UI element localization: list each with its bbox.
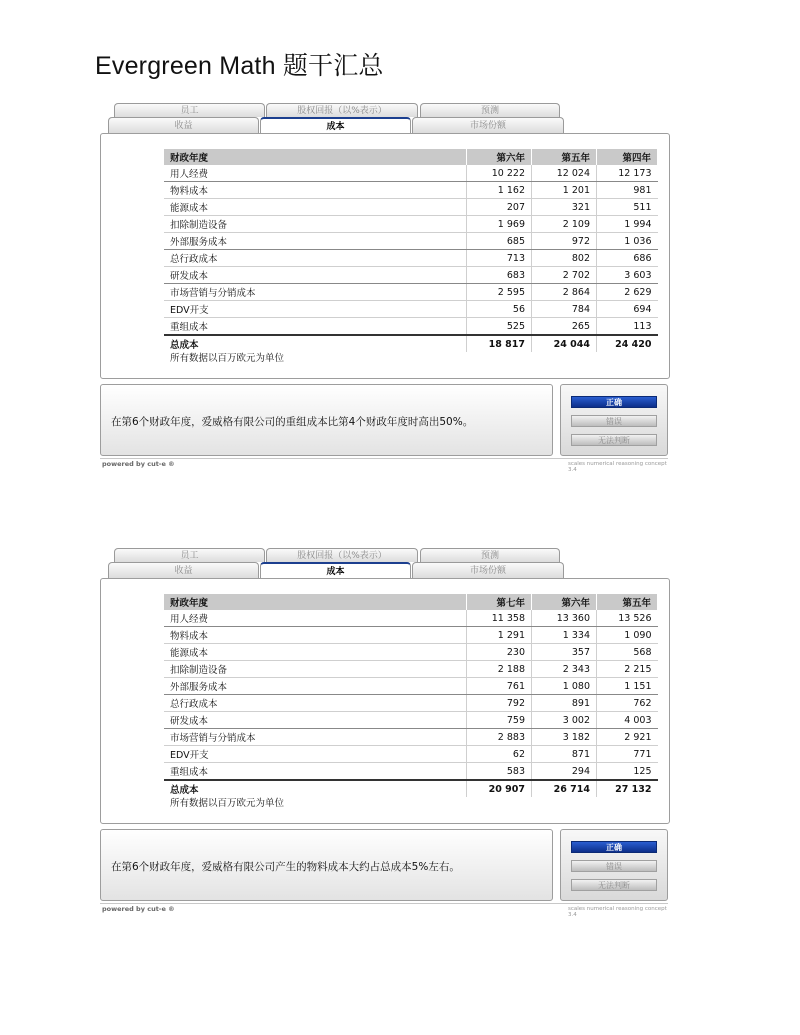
- table-row: [164, 199, 658, 216]
- table-row: [164, 267, 658, 284]
- tab-row1-1[interactable]: 员工: [114, 548, 265, 562]
- table-cell: 357: [532, 644, 597, 661]
- table-cell: 2 883: [467, 729, 532, 746]
- table-cell: 511: [597, 199, 658, 216]
- row-label: 外部服务成本: [164, 678, 467, 695]
- tab-row2-3[interactable]: 市场份额: [412, 117, 564, 133]
- false-button[interactable]: 错误: [571, 415, 657, 427]
- table-cell: 56: [467, 301, 532, 318]
- table-cell: 583: [467, 763, 532, 781]
- tab-bar: [100, 548, 670, 578]
- tab-row2-2[interactable]: 成本: [260, 117, 411, 133]
- table-row: [164, 216, 658, 233]
- table-cell: 1 334: [532, 627, 597, 644]
- total-cell: 20 907: [467, 780, 532, 797]
- column-header: 第五年: [532, 149, 597, 165]
- table-row: [164, 318, 658, 336]
- tab-bar: [100, 103, 670, 133]
- row-label: 扣除制造设备: [164, 216, 467, 233]
- tab-row1-1[interactable]: 员工: [114, 103, 265, 117]
- table-cell: 12 173: [597, 165, 658, 182]
- total-cell: 24 420: [597, 335, 658, 352]
- table-row: [164, 644, 658, 661]
- table-cell: 683: [467, 267, 532, 284]
- table-cell: 4 003: [597, 712, 658, 729]
- column-header: 第六年: [467, 149, 532, 165]
- table-row: [164, 763, 658, 781]
- column-header: 第四年: [597, 149, 658, 165]
- table-cell: 125: [597, 763, 658, 781]
- answer-box: [560, 829, 668, 901]
- table-cell: 802: [532, 250, 597, 267]
- table-row: [164, 695, 658, 712]
- unit-note: 所有数据以百万欧元为单位: [170, 798, 285, 809]
- table-cell: 13 360: [532, 610, 597, 627]
- table-cell: 1 201: [532, 182, 597, 199]
- row-label: EDV开支: [164, 301, 467, 318]
- table-cell: 3 603: [597, 267, 658, 284]
- row-label: 重组成本: [164, 318, 467, 336]
- page-title: Evergreen Math 题干汇总: [95, 52, 384, 80]
- table-row: [164, 284, 658, 301]
- powered-by-label: powered by cut-e ®: [102, 460, 175, 468]
- tab-row1-2[interactable]: 股权回报（以%表示）: [266, 103, 418, 117]
- table-cell: 12 024: [532, 165, 597, 182]
- table-cell: 2 188: [467, 661, 532, 678]
- table-cell: 981: [597, 182, 658, 199]
- table-row: [164, 301, 658, 318]
- table-cell: 2 629: [597, 284, 658, 301]
- tab-row2-1[interactable]: 收益: [108, 117, 259, 133]
- table-row: [164, 746, 658, 763]
- table-cell: 525: [467, 318, 532, 336]
- question-text: 在第6个财政年度，爱威格有限公司产生的物料成本大约占总成本5%左右。: [111, 861, 460, 873]
- table-row: [164, 182, 658, 199]
- column-header: 财政年度: [164, 594, 467, 610]
- table-cell: 1 994: [597, 216, 658, 233]
- question-block-1: [100, 103, 670, 473]
- table-cell: 2 921: [597, 729, 658, 746]
- table-cell: 230: [467, 644, 532, 661]
- table-cell: 1 969: [467, 216, 532, 233]
- data-panel: [100, 578, 670, 824]
- row-label: 总行政成本: [164, 695, 467, 712]
- table-row: [164, 250, 658, 267]
- powered-by-label: powered by cut-e ®: [102, 905, 175, 913]
- version-label: scales numerical reasoning concept 3.4: [568, 906, 667, 918]
- row-label: 研发成本: [164, 712, 467, 729]
- tab-row1-3[interactable]: 预测: [420, 103, 560, 117]
- row-label: 市场营销与分销成本: [164, 729, 467, 746]
- column-header: 财政年度: [164, 149, 467, 165]
- table-cell: 1 151: [597, 678, 658, 695]
- row-label: 研发成本: [164, 267, 467, 284]
- data-panel: [100, 133, 670, 379]
- table-cell: 113: [597, 318, 658, 336]
- table-cell: 2 215: [597, 661, 658, 678]
- table-cell: 771: [597, 746, 658, 763]
- row-label: 能源成本: [164, 644, 467, 661]
- row-label: 用人经费: [164, 610, 467, 627]
- total-cell: 27 132: [597, 780, 658, 797]
- question-text: 在第6个财政年度，爱威格有限公司的重组成本比第4个财政年度时高出50%。: [111, 416, 474, 428]
- table-cell: 13 526: [597, 610, 658, 627]
- total-label: 总成本: [164, 335, 467, 352]
- table-cell: 62: [467, 746, 532, 763]
- cannot-say-button[interactable]: 无法判断: [571, 879, 657, 891]
- row-label: 物料成本: [164, 182, 467, 199]
- tab-row2-2[interactable]: 成本: [260, 562, 411, 578]
- row-label: 扣除制造设备: [164, 661, 467, 678]
- question-box: [100, 384, 553, 456]
- table-cell: 321: [532, 199, 597, 216]
- unit-note: 所有数据以百万欧元为单位: [170, 353, 285, 364]
- question-block-2: [100, 548, 670, 918]
- table-cell: 265: [532, 318, 597, 336]
- tab-row2-1[interactable]: 收益: [108, 562, 259, 578]
- table-header-row: [164, 149, 658, 165]
- row-label: 用人经费: [164, 165, 467, 182]
- total-cell: 18 817: [467, 335, 532, 352]
- table-cell: 761: [467, 678, 532, 695]
- row-label: 市场营销与分销成本: [164, 284, 467, 301]
- table-cell: 694: [597, 301, 658, 318]
- financial-table: [164, 594, 658, 797]
- tab-row1-3[interactable]: 预测: [420, 548, 560, 562]
- table-cell: 11 358: [467, 610, 532, 627]
- table-cell: 2 864: [532, 284, 597, 301]
- table-cell: 1 291: [467, 627, 532, 644]
- financial-table: [164, 149, 658, 352]
- cannot-say-button[interactable]: 无法判断: [571, 434, 657, 446]
- row-label: 外部服务成本: [164, 233, 467, 250]
- version-label: scales numerical reasoning concept 3.4: [568, 461, 667, 473]
- table-row: [164, 712, 658, 729]
- footer-divider: [100, 903, 668, 904]
- table-row: [164, 610, 658, 627]
- table-cell: 568: [597, 644, 658, 661]
- row-label: EDV开支: [164, 746, 467, 763]
- table-cell: 2 702: [532, 267, 597, 284]
- total-label: 总成本: [164, 780, 467, 797]
- table-cell: 686: [597, 250, 658, 267]
- table-cell: 759: [467, 712, 532, 729]
- table-cell: 762: [597, 695, 658, 712]
- table-cell: 294: [532, 763, 597, 781]
- table-cell: 2 343: [532, 661, 597, 678]
- row-label: 物料成本: [164, 627, 467, 644]
- table-cell: 784: [532, 301, 597, 318]
- row-label: 重组成本: [164, 763, 467, 781]
- column-header: 第六年: [532, 594, 597, 610]
- table-header-row: [164, 594, 658, 610]
- table-cell: 713: [467, 250, 532, 267]
- table-cell: 1 162: [467, 182, 532, 199]
- table-row: [164, 627, 658, 644]
- table-cell: 972: [532, 233, 597, 250]
- table-cell: 685: [467, 233, 532, 250]
- table-cell: 207: [467, 199, 532, 216]
- table-cell: 792: [467, 695, 532, 712]
- table-row: [164, 661, 658, 678]
- true-button[interactable]: 正确: [571, 396, 657, 408]
- row-label: 总行政成本: [164, 250, 467, 267]
- true-button[interactable]: 正确: [571, 841, 657, 853]
- table-cell: 891: [532, 695, 597, 712]
- table-cell: 10 222: [467, 165, 532, 182]
- footer-divider: [100, 458, 668, 459]
- table-cell: 2 109: [532, 216, 597, 233]
- table-cell: 3 182: [532, 729, 597, 746]
- table-cell: 3 002: [532, 712, 597, 729]
- false-button[interactable]: 错误: [571, 860, 657, 872]
- total-cell: 24 044: [532, 335, 597, 352]
- total-cell: 26 714: [532, 780, 597, 797]
- table-cell: 1 036: [597, 233, 658, 250]
- table-cell: 2 595: [467, 284, 532, 301]
- table-row: [164, 729, 658, 746]
- table-row: [164, 678, 658, 695]
- tab-row1-2[interactable]: 股权回报（以%表示）: [266, 548, 418, 562]
- row-label: 能源成本: [164, 199, 467, 216]
- question-box: [100, 829, 553, 901]
- column-header: 第七年: [467, 594, 532, 610]
- table-cell: 1 080: [532, 678, 597, 695]
- table-cell: 871: [532, 746, 597, 763]
- table-row: [164, 233, 658, 250]
- answer-box: [560, 384, 668, 456]
- table-row: [164, 165, 658, 182]
- tab-row2-3[interactable]: 市场份额: [412, 562, 564, 578]
- table-cell: 1 090: [597, 627, 658, 644]
- column-header: 第五年: [597, 594, 658, 610]
